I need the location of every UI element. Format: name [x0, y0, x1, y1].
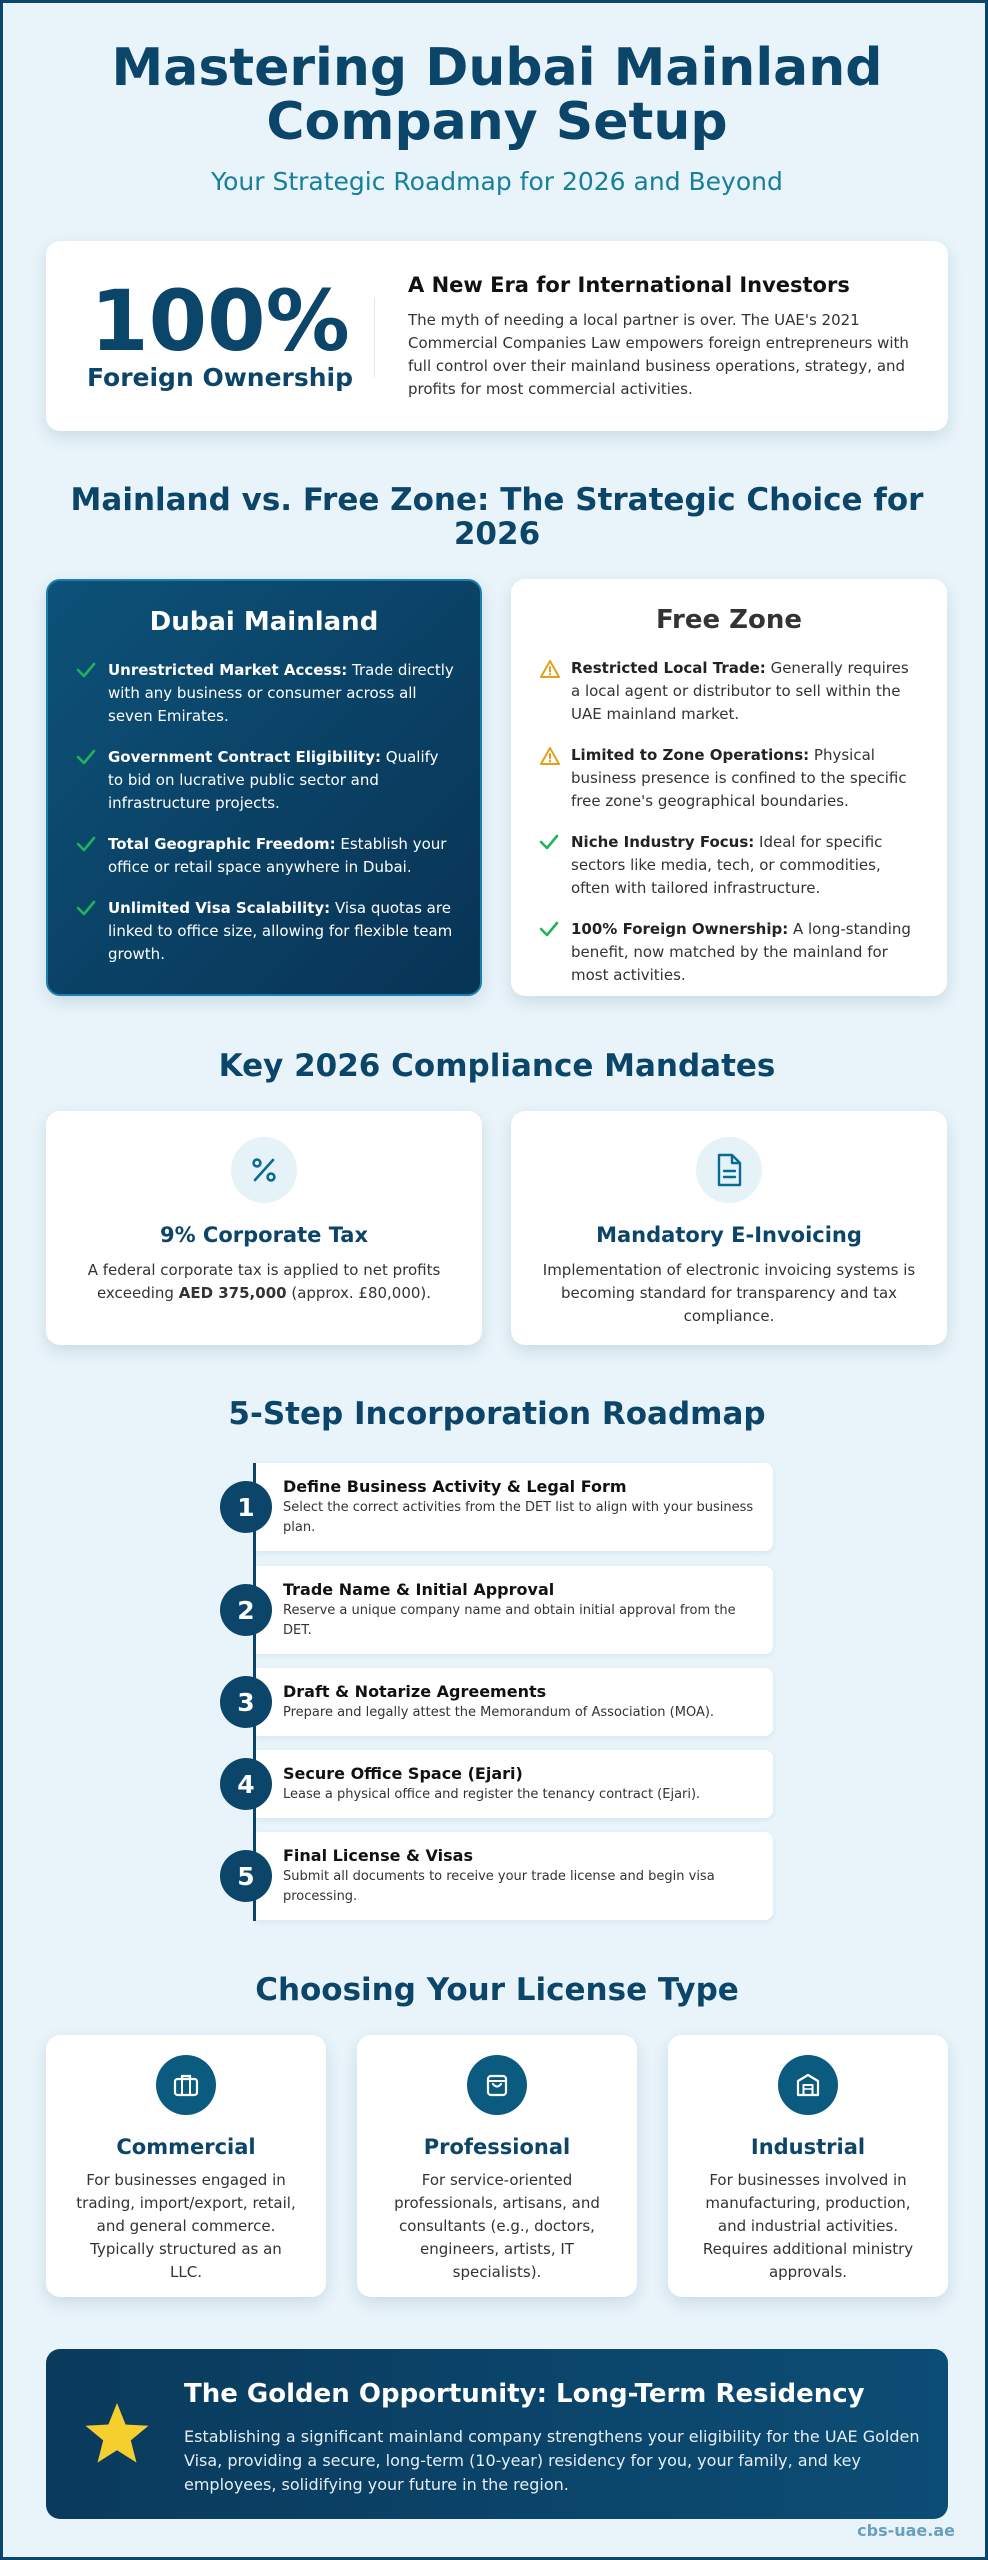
step-box — [256, 1566, 773, 1654]
item-bold: Unlimited Visa Scalability: — [108, 899, 331, 917]
ownership-percentage: 100% — [90, 272, 350, 370]
item-text: Physical business presence is confined to the specific free zone's geographical boundaries. — [571, 746, 907, 810]
body-text: A federal corporate tax is applied to net profits exceeding — [87, 1261, 441, 1302]
industrial-title: Industrial — [750, 2135, 866, 2159]
mainland-title: Dubai Mainland — [149, 607, 379, 637]
golden-title: The Golden Opportunity: Long-Term Residency — [184, 2379, 865, 2409]
professional-license-card — [357, 2035, 637, 2297]
golden-visa-banner — [46, 2349, 948, 2519]
item-bold: 100% Foreign Ownership: — [571, 920, 789, 938]
list-item — [76, 746, 454, 815]
check-icon — [76, 835, 100, 879]
briefcase-icon — [156, 2055, 216, 2115]
corporate-tax-body — [76, 1259, 452, 1305]
title-line-1: Mastering Dubai Mainland — [111, 38, 883, 98]
item-text: Trade directly with any business or consumer across all seven Emirates. — [108, 661, 454, 725]
list-item — [76, 659, 454, 728]
e-invoicing-title: Mandatory E-Invoicing — [596, 1223, 862, 1247]
body-bold: AED 375,000 — [178, 1284, 287, 1302]
roadmap-title: 5-Step Incorporation Roadmap — [228, 1396, 766, 1432]
step-body: Lease a physical office and register the tenancy contract (Ejari). — [283, 1787, 701, 1802]
ownership-text — [408, 273, 918, 401]
shopping-bag-icon — [467, 2055, 527, 2115]
item-bold: Unrestricted Market Access: — [108, 661, 348, 679]
ownership-card — [46, 241, 948, 431]
item-text: Generally requires a local agent or distributor to sell within the UAE mainland market. — [571, 659, 909, 723]
warning-icon — [539, 659, 563, 726]
item-bold: Niche Industry Focus: — [571, 833, 755, 851]
step-box — [256, 1668, 773, 1736]
freezone-title: Free Zone — [655, 605, 803, 635]
e-invoicing-body: Implementation of electronic invoicing systems is becoming standard for transparency and tax compliance. — [542, 1261, 916, 1325]
item-text: Establish your office or retail space anywhere in Dubai. — [108, 835, 447, 876]
check-icon — [76, 661, 100, 728]
compliance-title: Key 2026 Compliance Mandates — [218, 1048, 776, 1084]
item-bold: Total Geographic Freedom: — [108, 835, 336, 853]
comparison-title-text: Mainland vs. Free Zone: The Strategic Choice for 2026 — [70, 482, 924, 552]
ownership-stat — [80, 272, 360, 392]
golden-body: Establishing a significant mainland company strengthens your eligibility for the UAE Golden Visa, providing a secure, long-term (10-year) residency for you, your family, and key employees, solidifying your future in the region. — [184, 2427, 920, 2494]
freezone-list — [539, 657, 921, 987]
step-title: Final License & Visas — [283, 1846, 473, 1865]
item-bold: Limited to Zone Operations: — [571, 746, 810, 764]
list-item — [76, 897, 454, 966]
body-text: (approx. £80,000). — [286, 1284, 432, 1302]
check-icon — [76, 748, 100, 815]
step-body: Prepare and legally attest the Memorandum of Association (MOA). — [283, 1705, 715, 1720]
divider — [374, 297, 375, 377]
item-text: A long-standing benefit, now matched by the mainland for most activities. — [571, 920, 911, 984]
warning-icon — [539, 746, 563, 813]
list-item — [539, 657, 921, 726]
step-body: Select the correct activities from the DET list to align with your business plan. — [283, 1500, 754, 1535]
star-icon — [82, 2399, 152, 2471]
commercial-license-card — [46, 2035, 326, 2297]
step-box — [256, 1750, 773, 1818]
page-title — [3, 38, 988, 152]
list-item — [539, 831, 921, 900]
step-title: Define Business Activity & Legal Form — [283, 1477, 627, 1496]
header — [3, 38, 988, 196]
item-text: Qualify to bid on lucrative public sector and infrastructure projects. — [108, 748, 439, 812]
list-item — [539, 918, 921, 987]
warehouse-icon — [778, 2055, 838, 2115]
freezone-card — [511, 579, 947, 996]
step-box — [256, 1463, 773, 1551]
list-item — [76, 833, 454, 879]
step-number: 4 — [220, 1758, 272, 1810]
item-text: Ideal for specific sectors like media, tech, or commodities, often with tailored infrastructure. — [571, 833, 883, 897]
page-subtitle: Your Strategic Roadmap for 2026 and Beyond — [211, 167, 783, 196]
commercial-body: For businesses engaged in trading, import/export, retail, and general commerce. Typically structured as an LLC. — [76, 2171, 296, 2281]
check-icon — [76, 899, 100, 966]
license-title: Choosing Your License Type — [255, 1972, 739, 2008]
title-line-2: Company Setup — [266, 92, 728, 152]
e-invoicing-card — [511, 1111, 947, 1345]
check-icon — [539, 833, 563, 900]
industrial-body: For businesses involved in manufacturing, production, and industrial activities. Requires additional ministry approvals. — [702, 2171, 914, 2281]
step-body: Submit all documents to receive your trade license and begin visa processing. — [283, 1869, 715, 1904]
industrial-license-card — [668, 2035, 948, 2297]
step-title: Trade Name & Initial Approval — [283, 1580, 555, 1599]
ownership-label: Foreign Ownership — [86, 363, 354, 392]
step-body: Reserve a unique company name and obtain initial approval from the DET. — [283, 1603, 736, 1638]
document-icon — [696, 1137, 762, 1203]
step-box — [256, 1832, 773, 1920]
ownership-heading: A New Era for International Investors — [408, 273, 850, 297]
ownership-body: The myth of needing a local partner is over. The UAE's 2021 Commercial Companies Law empowers foreign entrepreneurs with full control over their mainland business operations, strategy, and profits for most commercial activities. — [408, 311, 909, 398]
mainland-list — [76, 659, 454, 966]
professional-title: Professional — [423, 2135, 571, 2159]
corporate-tax-card — [46, 1111, 482, 1345]
professional-body: For service-oriented professionals, artisans, and consultants (e.g., doctors, engineers, artists, IT specialists). — [394, 2171, 600, 2281]
corporate-tax-title: 9% Corporate Tax — [159, 1223, 369, 1247]
check-icon — [539, 920, 563, 987]
item-bold: Government Contract Eligibility: — [108, 748, 382, 766]
step-number: 3 — [220, 1676, 272, 1728]
step-number: 2 — [220, 1584, 272, 1636]
step-number: 1 — [220, 1481, 272, 1533]
mainland-card — [46, 579, 482, 996]
percent-icon — [231, 1137, 297, 1203]
step-number: 5 — [220, 1850, 272, 1902]
commercial-title: Commercial — [116, 2135, 256, 2159]
step-title: Secure Office Space (Ejari) — [283, 1764, 523, 1783]
item-bold: Restricted Local Trade: — [571, 659, 766, 677]
site-url: cbs-uae.ae — [857, 2521, 955, 2540]
item-text: Visa quotas are linked to office size, allowing for flexible team growth. — [108, 899, 453, 963]
step-title: Draft & Notarize Agreements — [283, 1682, 547, 1701]
comparison-title — [3, 483, 988, 551]
list-item — [539, 744, 921, 813]
